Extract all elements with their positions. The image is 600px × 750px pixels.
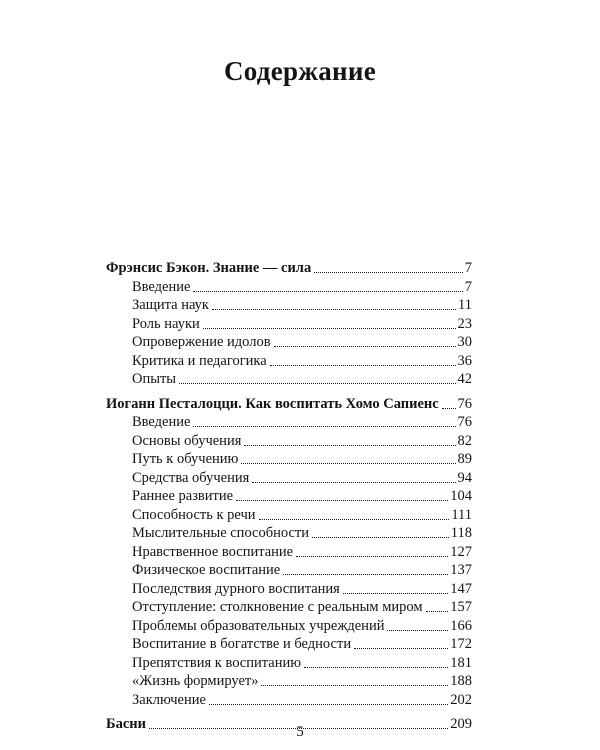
toc-entry-title: Проблемы образовательных учреждений <box>132 617 385 634</box>
toc-section-title: Фрэнсис Бэкон. Знание — сила <box>106 260 312 276</box>
dot-leader <box>343 593 448 594</box>
dot-leader <box>261 685 448 686</box>
toc-entry <box>132 671 472 690</box>
toc-entry <box>132 653 472 672</box>
toc-entry <box>132 295 472 314</box>
toc-entry-title: Опровержение идолов <box>132 334 271 350</box>
toc-entry-page: 188 <box>450 673 472 689</box>
dot-leader <box>314 272 463 273</box>
dot-leader <box>270 365 456 366</box>
toc-entry-page: 76 <box>457 414 472 430</box>
toc-entry <box>132 486 472 505</box>
dot-leader <box>312 537 449 538</box>
toc-section-bacon <box>106 258 472 277</box>
dot-leader <box>236 500 448 501</box>
toc-entry-page: 118 <box>450 525 472 541</box>
toc-entry-title: Способность к речи <box>132 506 256 523</box>
toc-section-pestalozzi <box>106 394 472 413</box>
toc-entry-title: Критика и педагогика <box>132 352 267 369</box>
toc-entry-page: 94 <box>457 469 472 486</box>
toc-entry-page: 147 <box>450 580 472 597</box>
toc-entry-page: 104 <box>450 488 472 504</box>
dot-leader <box>283 574 448 575</box>
toc-entry <box>132 277 472 296</box>
dot-leader <box>193 426 455 427</box>
toc-section-page: 76 <box>457 395 472 412</box>
toc-section-title: Иоганн Песталоцци. Как воспитать Хомо Сапиенс <box>106 395 439 412</box>
toc-entry <box>132 332 472 351</box>
toc-entry-title: Физическое воспитание <box>132 562 281 578</box>
dot-leader <box>259 519 450 520</box>
toc-entry-page: 181 <box>450 654 472 671</box>
toc-entry-title: Опыты <box>132 371 177 387</box>
toc-section-page: 209 <box>450 716 472 732</box>
toc-entry-title: Основы обучения <box>132 432 242 449</box>
toc-entry <box>132 690 472 709</box>
toc-entry-page: 111 <box>451 506 472 523</box>
toc-entry <box>132 634 472 653</box>
toc-section-page: 7 <box>464 260 472 276</box>
toc-section-title: Басни <box>106 716 146 732</box>
toc-entry <box>132 523 472 542</box>
toc-entry-page: 172 <box>450 636 472 652</box>
toc-entry-page: 82 <box>457 432 472 449</box>
dot-leader <box>193 291 462 292</box>
page-number: 5 <box>296 724 304 740</box>
dot-leader <box>241 463 455 464</box>
toc-entry-title: Отступление: столкновение с реальным миром <box>132 599 423 615</box>
toc-entry <box>132 468 472 487</box>
toc-entry-page: 11 <box>458 297 472 313</box>
dot-leader <box>244 445 455 446</box>
toc-entry-page: 157 <box>450 599 472 615</box>
toc-entry-page: 36 <box>457 352 472 369</box>
toc-entry-page: 30 <box>457 334 472 350</box>
dot-leader <box>426 611 449 612</box>
toc-entry-title: Последствия дурного воспитания <box>132 580 340 597</box>
toc-entry <box>132 412 472 431</box>
toc-entry-page: 202 <box>450 691 472 708</box>
toc-entry-title: Введение <box>132 278 191 295</box>
toc-entry <box>132 542 472 561</box>
page-title: Содержание <box>223 56 377 86</box>
dot-leader <box>179 383 455 384</box>
toc-entry-page: 42 <box>457 371 472 387</box>
toc-entry-title: Нравственное воспитание <box>132 543 294 560</box>
toc-entry-title: «Жизнь формирует» <box>132 673 259 689</box>
toc-entry-title: Раннее развитие <box>132 488 234 504</box>
toc-entry-title: Заключение <box>132 691 206 708</box>
toc-entry-title: Введение <box>132 414 191 430</box>
dot-leader <box>442 408 456 409</box>
toc-entry-page: 137 <box>450 562 472 578</box>
toc-entry-page: 23 <box>457 315 472 332</box>
dot-leader <box>209 704 448 705</box>
toc-entry-page: 127 <box>450 543 472 560</box>
toc-entry-title: Средства обучения <box>132 469 250 486</box>
dot-leader <box>252 482 455 483</box>
toc-entry-page: 7 <box>464 278 472 295</box>
toc-entry-page: 166 <box>450 617 472 634</box>
toc-entry-title: Роль науки <box>132 315 200 332</box>
toc-entry-page: 89 <box>457 451 472 467</box>
toc-entry-title: Препятствия к воспитанию <box>132 654 302 671</box>
dot-leader <box>387 630 448 631</box>
toc-entry <box>132 597 472 616</box>
dot-leader <box>354 648 448 649</box>
toc-entry <box>132 351 472 370</box>
toc-entry <box>132 560 472 579</box>
toc-entry <box>132 505 472 524</box>
toc-entry <box>132 579 472 598</box>
toc-entry <box>132 314 472 333</box>
toc-entry <box>132 616 472 635</box>
toc-entry-title: Воспитание в богатстве и бедности <box>132 636 352 652</box>
dot-leader <box>274 346 456 347</box>
toc-entry <box>132 431 472 450</box>
toc-entry <box>132 449 472 468</box>
toc-entry-title: Путь к обучению <box>132 451 239 467</box>
toc-entry-title: Защита наук <box>132 297 209 313</box>
dot-leader <box>203 328 456 329</box>
dot-leader <box>212 309 456 310</box>
toc-entry <box>132 369 472 388</box>
dot-leader <box>304 667 448 668</box>
table-of-contents <box>106 0 472 750</box>
toc-entry-title: Мыслительные способности <box>132 525 310 541</box>
dot-leader <box>296 556 448 557</box>
